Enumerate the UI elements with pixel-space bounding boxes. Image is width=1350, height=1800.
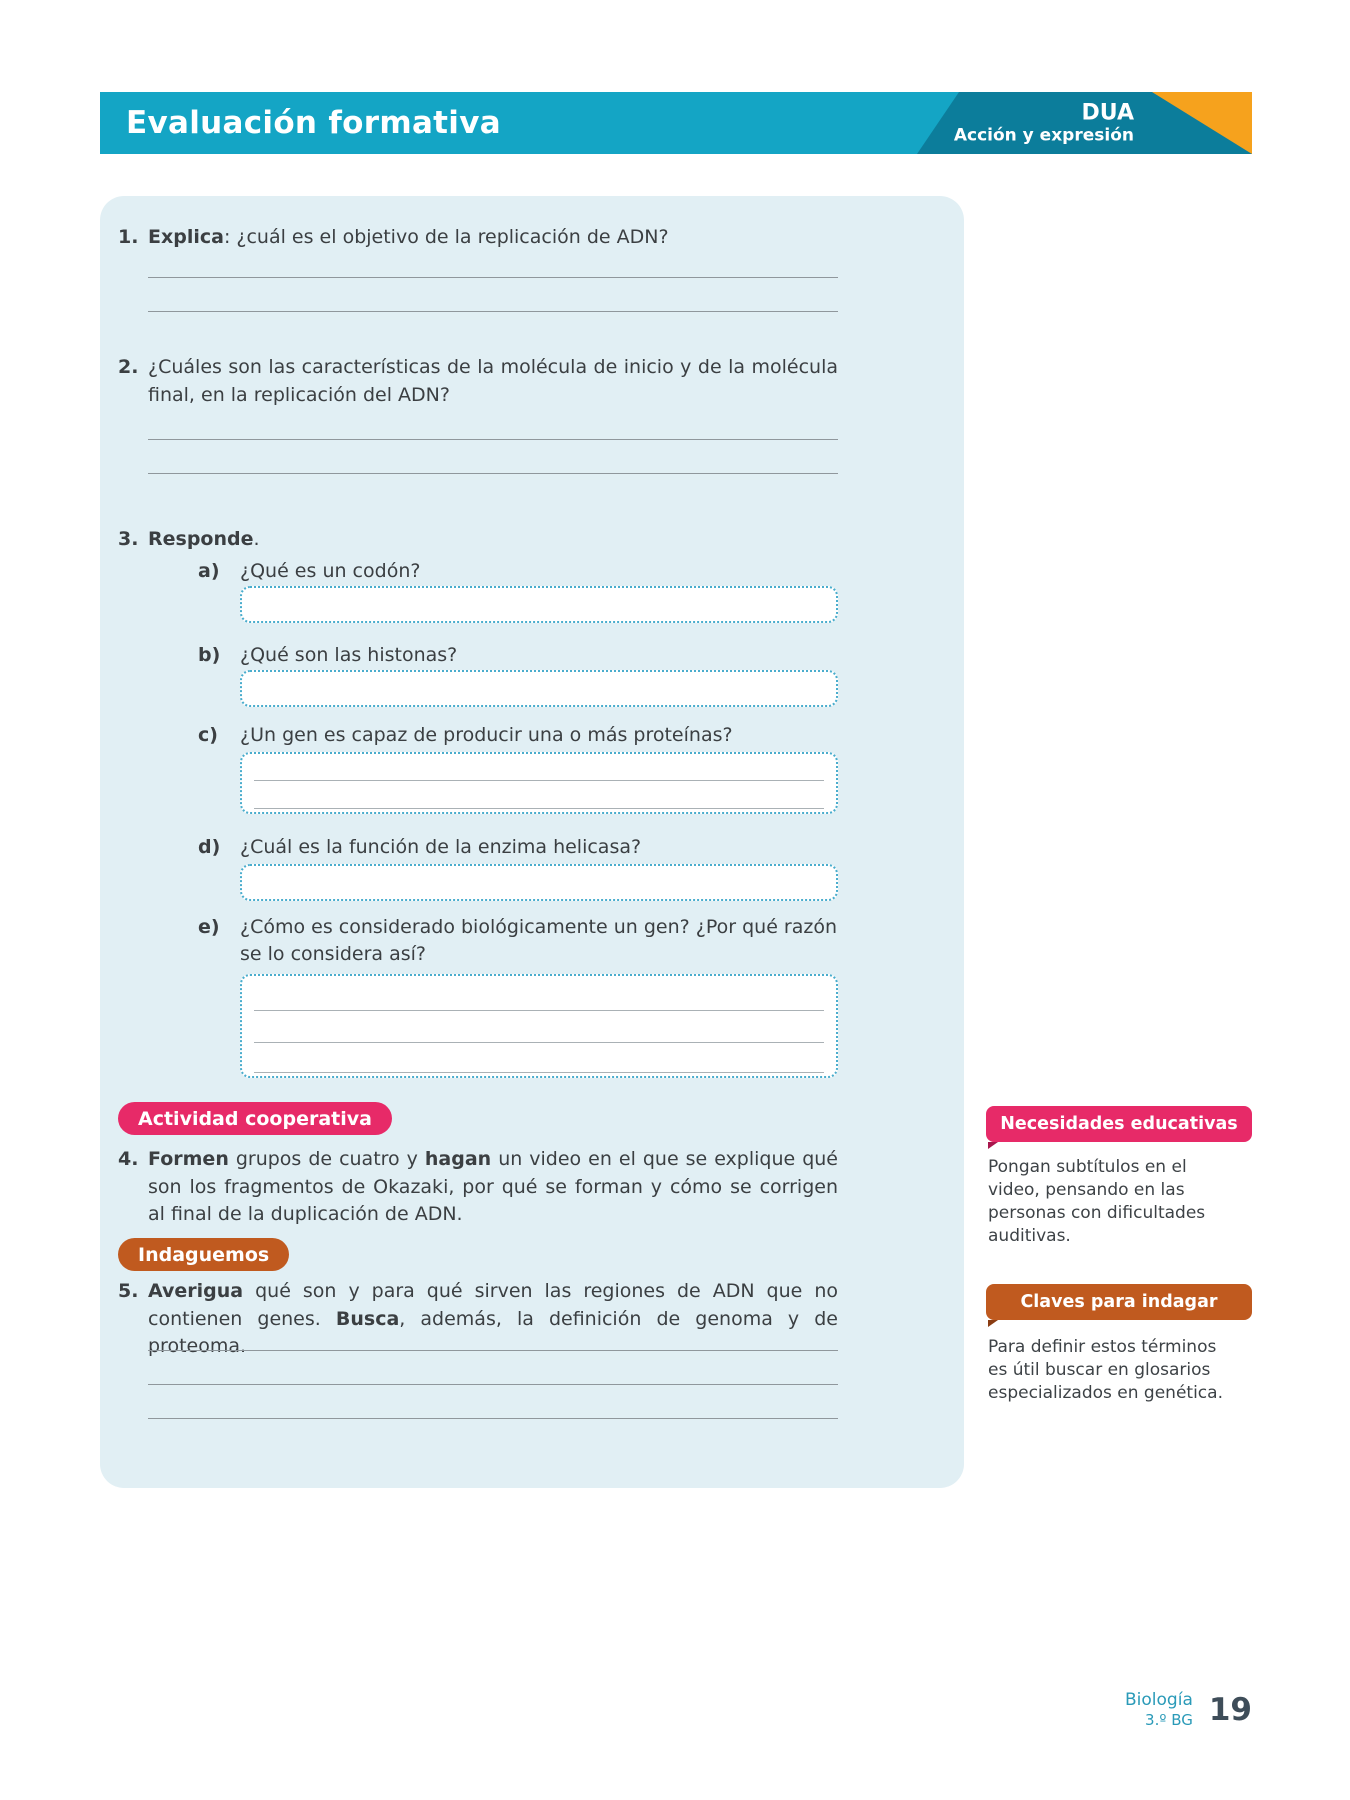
badge-actividad-cooperativa: Actividad cooperativa: [118, 1102, 392, 1135]
answer-lines-q1: [148, 277, 838, 312]
subquestion-d: [198, 834, 838, 861]
answer-lines-q5: [148, 1350, 838, 1419]
question-3-text: [148, 526, 838, 554]
write-line[interactable]: [148, 1350, 838, 1351]
footer-subject: Biología: [1125, 1690, 1193, 1710]
answer-line: [254, 780, 824, 781]
footer-subject-block: [1125, 1690, 1193, 1730]
worksheet-card: [100, 196, 964, 1488]
question-5-bold-1: Averigua: [148, 1280, 244, 1302]
question-1-text: [148, 224, 838, 252]
answer-box-a[interactable]: [240, 586, 838, 623]
banner-fold: [988, 1142, 998, 1149]
answer-lines-q2: [148, 439, 838, 474]
question-4-bold-1: Formen: [148, 1148, 229, 1170]
necesidades-educativas-title: Necesidades educativas: [1000, 1114, 1238, 1134]
footer-grade: 3.º BG: [1145, 1711, 1193, 1730]
subquestion-e-letter: e): [198, 916, 220, 938]
write-line[interactable]: [148, 311, 838, 312]
answer-line: [254, 1042, 824, 1043]
subquestion-c-letter: c): [198, 724, 218, 746]
page-footer: [1125, 1690, 1252, 1730]
write-line[interactable]: [148, 1384, 838, 1385]
dua-block: [954, 100, 1134, 145]
question-3: [118, 526, 838, 554]
question-5-text-1: qué son y para qué sirven las regiones de ADN que no contienen genes.: [148, 1280, 838, 1330]
question-2-number: 2.: [118, 356, 139, 378]
subquestion-d-text: ¿Cuál es la función de la enzima helicasa?: [240, 836, 642, 858]
subquestion-d-letter: d): [198, 836, 221, 858]
question-4-text: [148, 1146, 838, 1229]
question-5-text-2: , además, la definición de genoma y de proteoma.: [148, 1307, 838, 1358]
claves-para-indagar-text: Para definir estos términos es útil buscar en glosarios especializados en genética.: [988, 1337, 1223, 1403]
subquestion-a-letter: a): [198, 560, 220, 582]
subquestion-b: [198, 642, 838, 669]
question-5-number: 5.: [118, 1280, 139, 1302]
question-4-text-2: un video en el que se explique qué son los fragmentos de Okazaki, por qué se forman y cómo se corrigen al final de la duplicación de ADN.: [148, 1148, 838, 1226]
claves-para-indagar-banner: [986, 1284, 1252, 1320]
necesidades-educativas-text: Pongan subtítulos en el video, pensando en las personas con dificultades auditivas.: [988, 1157, 1206, 1246]
page-title: Evaluación formativa: [126, 105, 501, 141]
answer-line: [254, 808, 824, 809]
write-line[interactable]: [148, 473, 838, 474]
banner-fold: [988, 1320, 998, 1327]
subquestion-b-letter: b): [198, 644, 221, 666]
page-number: 19: [1208, 1692, 1252, 1728]
question-1-lead: Explica: [148, 226, 224, 248]
question-4-number: 4.: [118, 1148, 139, 1170]
question-1-number: 1.: [118, 226, 139, 248]
subquestion-a: [198, 558, 838, 585]
subquestion-c-text: ¿Un gen es capaz de producir una o más proteínas?: [240, 724, 733, 746]
question-2-text: ¿Cuáles son las características de la molécula de inicio y de la molécula final, en la replicación del ADN?: [148, 356, 838, 406]
question-3-rest: .: [253, 528, 260, 550]
question-3-number: 3.: [118, 528, 139, 550]
badge-indaguemos: Indaguemos: [118, 1238, 289, 1271]
question-4-text-1: grupos de cuatro y: [228, 1148, 425, 1170]
question-2: [118, 354, 838, 409]
dua-sublabel: Acción y expresión: [953, 125, 1134, 146]
question-1: [118, 224, 838, 252]
question-5: [118, 1278, 838, 1361]
dua-label: DUA: [1081, 100, 1134, 126]
answer-box-e[interactable]: [240, 974, 838, 1078]
write-line[interactable]: [148, 1418, 838, 1419]
write-line[interactable]: [148, 277, 838, 278]
answer-line: [254, 1010, 824, 1011]
subquestion-c: [198, 722, 838, 749]
header-bar: [100, 92, 1252, 154]
subquestion-e: [198, 914, 838, 968]
answer-box-c[interactable]: [240, 752, 838, 814]
question-4: [118, 1146, 838, 1229]
answer-box-d[interactable]: [240, 864, 838, 901]
write-line[interactable]: [148, 439, 838, 440]
answer-box-b[interactable]: [240, 670, 838, 707]
necesidades-educativas-banner: [986, 1106, 1252, 1142]
question-3-lead: Responde: [148, 528, 254, 550]
question-5-text: [148, 1278, 838, 1361]
question-4-bold-2: hagan: [424, 1148, 492, 1170]
question-5-bold-2: Busca: [335, 1307, 400, 1330]
question-1-rest: : ¿cuál es el objetivo de la replicación de ADN?: [223, 226, 669, 248]
answer-line: [254, 1072, 824, 1073]
claves-para-indagar-title: Claves para indagar: [1020, 1292, 1218, 1312]
subquestion-e-text: ¿Cómo es considerado biológicamente un gen? ¿Por qué razón se lo considera así?: [240, 916, 838, 965]
subquestion-a-text: ¿Qué es un codón?: [240, 560, 421, 582]
subquestion-b-text: ¿Qué son las histonas?: [240, 644, 458, 666]
